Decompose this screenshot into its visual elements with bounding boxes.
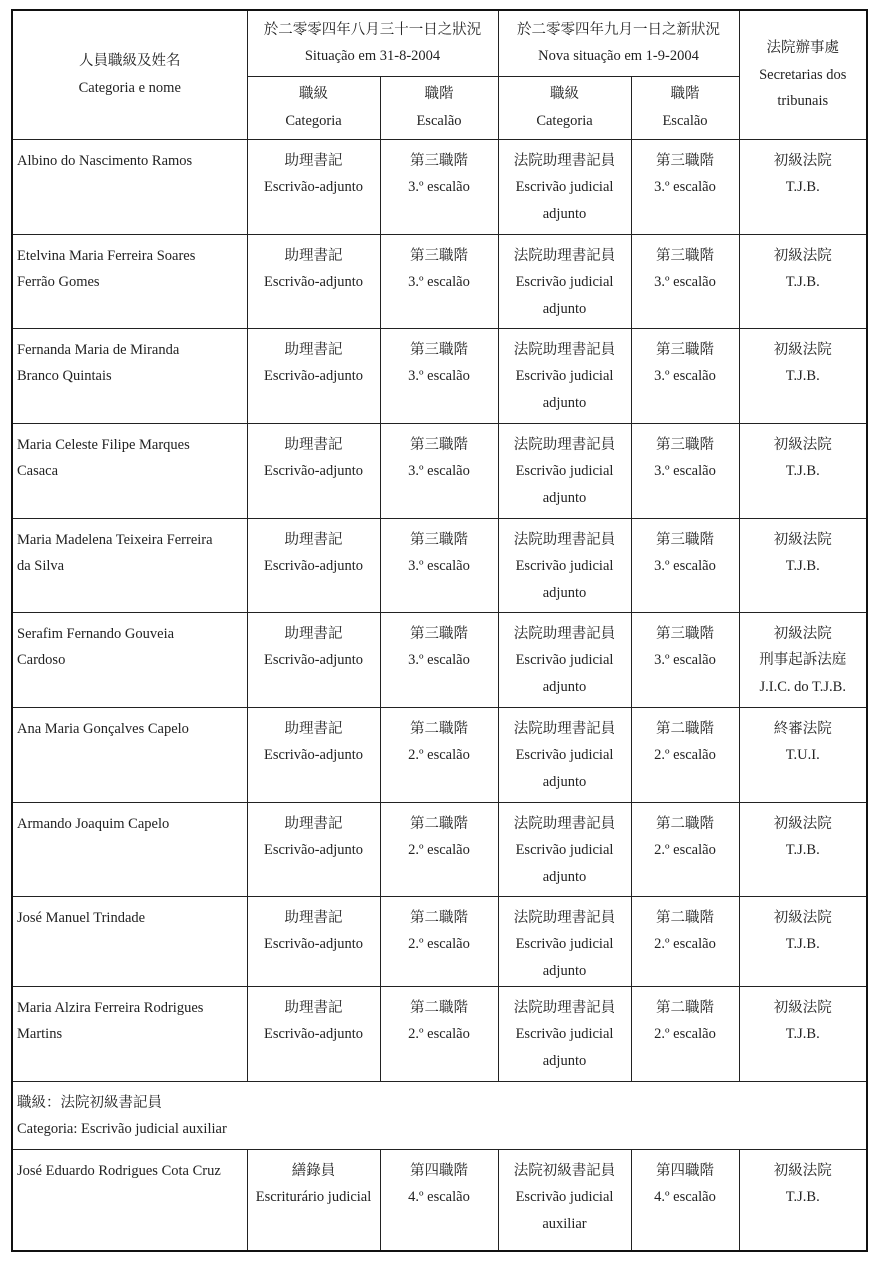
new-escalao-line-2: 3.º escalão — [654, 179, 716, 195]
staff-rows — [12, 139, 867, 1081]
new-categoria-line-3: adjunto — [542, 773, 587, 790]
court-line-2: T.J.B. — [785, 368, 820, 384]
staff-name — [12, 139, 247, 234]
new-escalao — [631, 139, 739, 234]
new-categoria — [498, 139, 631, 234]
staff-name-line-2: Casaca — [17, 463, 59, 479]
new-categoria-line-2: Escrivão judicial — [515, 368, 614, 384]
old-categoria-line-2: Escrivão-adjunto — [263, 936, 364, 952]
new-escalao-line-2: 3.º escalão — [654, 274, 716, 290]
old-escalao — [380, 802, 498, 896]
categoria-header-zh: 職級 — [299, 86, 328, 102]
old-escalao-line-2: 3.º escalão — [408, 179, 470, 195]
old-categoria — [247, 986, 380, 1081]
new-categoria — [498, 986, 631, 1081]
staff-name-line-2: da Silva — [17, 558, 65, 574]
court — [739, 328, 867, 423]
court — [739, 986, 867, 1081]
old-escalao-line-2: 3.º escalão — [408, 274, 470, 290]
new-escalao — [631, 707, 739, 802]
new-escalao-line-2: 2.º escalão — [654, 936, 716, 952]
new-categoria-line-2: Escrivão judicial — [515, 274, 614, 290]
new-categoria-line-2: Escrivão judicial — [515, 652, 614, 668]
old-escalao-line-1: 第二職階 — [410, 999, 468, 1016]
old-escalao-header — [380, 76, 498, 139]
staff-name — [12, 518, 247, 612]
old-categoria-line-2: Escrivão-adjunto — [263, 274, 364, 290]
name-column-header-zh: 人員職級及姓名 — [79, 53, 181, 70]
staff-name-line-1: José Eduardo Rodrigues Cota Cruz — [17, 1162, 221, 1179]
section-row — [12, 1081, 867, 1149]
staff-name-line-1: Albino do Nascimento Ramos — [17, 152, 193, 169]
new-categoria-line-2: Escrivão judicial — [515, 936, 614, 952]
court-line-2: T.J.B. — [785, 274, 820, 290]
old-situation-header — [247, 10, 498, 76]
new-escalao — [631, 518, 739, 612]
new-escalao-line-2: 4.º escalão — [654, 1189, 716, 1205]
new-categoria-line-1: 法院初級書記員 — [513, 1162, 616, 1179]
old-escalao-line-1: 第二職階 — [410, 815, 468, 832]
new-escalao — [631, 328, 739, 423]
old-categoria — [247, 707, 380, 802]
name-column-header — [12, 10, 247, 139]
new-categoria-line-2: Escrivão judicial — [515, 1026, 614, 1042]
new-categoria-line-1: 法院助理書記員 — [513, 999, 616, 1016]
escalao-header-zh: 職階 — [424, 86, 454, 102]
staff-situation-table — [11, 9, 868, 1252]
categoria-header-pt: Categoria — [285, 112, 342, 129]
new-escalao-line-1: 第二職階 — [656, 909, 714, 926]
new-situation-header-pt: Nova situação em 1-9-2004 — [538, 48, 699, 65]
old-categoria-line-1: 繕錄員 — [291, 1162, 336, 1179]
court — [739, 423, 867, 518]
table-row — [12, 986, 867, 1081]
new-categoria-line-1: 法院助理書記員 — [513, 815, 616, 832]
table-row — [12, 896, 867, 986]
new-categoria — [498, 234, 631, 328]
staff-name-line-2: Branco Quintais — [17, 368, 112, 384]
court-line-2: T.J.B. — [785, 558, 820, 574]
old-categoria-line-2: Escrivão-adjunto — [263, 368, 364, 384]
new-escalao-line-1: 第四職階 — [656, 1162, 714, 1179]
new-categoria-line-1: 法院助理書記員 — [513, 909, 616, 926]
new-escalao-line-1: 第三職階 — [656, 531, 714, 548]
categoria-header-zh: 職級 — [550, 86, 579, 102]
table-row — [12, 234, 867, 328]
new-escalao-line-2: 2.º escalão — [654, 747, 716, 763]
old-categoria-line-1: 助理書記 — [284, 436, 343, 453]
new-categoria-line-1: 法院助理書記員 — [513, 720, 616, 737]
old-categoria-line-2: Escrivão-adjunto — [263, 652, 364, 668]
old-escalao — [380, 986, 498, 1081]
court-line-2: T.J.B. — [785, 1026, 820, 1042]
court-line-2: T.U.I. — [785, 747, 820, 763]
document-table-container — [11, 9, 866, 1251]
table-row — [12, 707, 867, 802]
court-line-2: T.J.B. — [785, 1189, 820, 1205]
old-escalao — [380, 1149, 498, 1251]
old-categoria — [247, 328, 380, 423]
old-escalao-line-1: 第三職階 — [410, 341, 468, 358]
old-categoria-line-2: Escrivão-adjunto — [263, 463, 364, 479]
old-escalao — [380, 896, 498, 986]
new-escalao-line-1: 第二職階 — [656, 720, 714, 737]
escalao-header-pt: Escalão — [416, 112, 462, 129]
old-escalao — [380, 139, 498, 234]
court-line-1: 初級法院 — [773, 152, 832, 169]
new-categoria — [498, 707, 631, 802]
new-categoria-line-1: 法院助理書記員 — [513, 341, 616, 358]
header-row-1 — [12, 10, 867, 76]
new-escalao — [631, 612, 739, 707]
old-escalao-line-2: 3.º escalão — [408, 463, 470, 479]
court — [739, 707, 867, 802]
court — [739, 896, 867, 986]
staff-name — [12, 707, 247, 802]
court-line-2: 刑事起訴法庭 — [759, 652, 847, 668]
old-categoria — [247, 1149, 380, 1251]
new-categoria-line-1: 法院助理書記員 — [513, 625, 616, 642]
staff-name-line-1: Ana Maria Gonçalves Capelo — [17, 720, 189, 737]
old-escalao-line-1: 第三職階 — [410, 247, 468, 264]
new-categoria-line-1: 法院助理書記員 — [513, 531, 616, 548]
secretariat-header-pt-1: Secretarias dos — [759, 66, 847, 83]
new-categoria-line-3: adjunto — [542, 962, 587, 979]
old-escalao-line-1: 第三職階 — [410, 436, 468, 453]
new-categoria — [498, 328, 631, 423]
court-line-2: T.J.B. — [785, 463, 820, 479]
staff-name — [12, 802, 247, 896]
court-line-1: 初級法院 — [773, 625, 832, 642]
new-categoria-line-1: 法院助理書記員 — [513, 152, 616, 169]
court-line-3: J.I.C. do T.J.B. — [759, 678, 846, 695]
new-escalao — [631, 896, 739, 986]
old-situation-header-zh: 於二零零四年八月三十一日之狀況 — [263, 21, 482, 38]
new-categoria — [498, 896, 631, 986]
new-categoria-line-2: Escrivão judicial — [515, 747, 614, 763]
court-line-1: 終審法院 — [773, 720, 832, 737]
new-categoria-line-3: adjunto — [542, 394, 587, 411]
secretariat-header-zh: 法院辦事處 — [766, 40, 839, 56]
new-categoria-line-3: adjunto — [542, 489, 587, 506]
new-categoria-line-1: 法院助理書記員 — [513, 436, 616, 453]
court — [739, 139, 867, 234]
secretariat-column-header — [739, 10, 867, 139]
old-escalao-line-2: 2.º escalão — [408, 747, 470, 763]
new-escalao-line-2: 3.º escalão — [654, 368, 716, 384]
court — [739, 518, 867, 612]
new-categoria-line-3: adjunto — [542, 868, 587, 885]
old-escalao-line-1: 第三職階 — [410, 531, 468, 548]
court-line-1: 初級法院 — [773, 1162, 832, 1179]
table-row — [12, 612, 867, 707]
old-categoria — [247, 612, 380, 707]
new-categoria-line-2: Escrivão judicial — [515, 842, 614, 858]
court-line-2: T.J.B. — [785, 936, 820, 952]
staff-name — [12, 328, 247, 423]
old-escalao-line-1: 第三職階 — [410, 625, 468, 642]
old-categoria — [247, 139, 380, 234]
table-row — [12, 802, 867, 896]
staff-name-line-2: Cardoso — [17, 652, 66, 668]
last-staff-rows — [12, 1149, 867, 1251]
new-escalao-line-2: 2.º escalão — [654, 1026, 716, 1042]
old-situation-header-pt: Situação em 31-8-2004 — [304, 48, 441, 65]
staff-name — [12, 612, 247, 707]
new-categoria — [498, 802, 631, 896]
staff-name-line-1: Etelvina Maria Ferreira Soares — [17, 247, 196, 264]
court-line-1: 初級法院 — [773, 247, 832, 264]
old-escalao — [380, 234, 498, 328]
new-escalao — [631, 986, 739, 1081]
new-escalao-line-2: 3.º escalão — [654, 558, 716, 574]
new-escalao-line-1: 第三職階 — [656, 247, 714, 264]
new-escalao-header — [631, 76, 739, 139]
old-escalao-line-2: 4.º escalão — [408, 1189, 470, 1205]
table-row — [12, 1149, 867, 1251]
old-escalao — [380, 518, 498, 612]
new-categoria-line-3: auxiliar — [542, 1215, 587, 1232]
court-line-1: 初級法院 — [773, 909, 832, 926]
court-line-1: 初級法院 — [773, 341, 832, 358]
new-escalao-line-1: 第三職階 — [656, 152, 714, 169]
court-line-2: T.J.B. — [785, 179, 820, 195]
staff-name — [12, 986, 247, 1081]
new-categoria-line-1: 法院助理書記員 — [513, 247, 616, 264]
old-categoria-line-1: 助理書記 — [284, 152, 343, 169]
new-categoria-line-2: Escrivão judicial — [515, 179, 614, 195]
old-escalao-line-2: 2.º escalão — [408, 1026, 470, 1042]
staff-name-line-1: Maria Madelena Teixeira Ferreira — [17, 531, 213, 548]
staff-name-line-1: Serafim Fernando Gouveia — [17, 625, 175, 642]
new-escalao-line-1: 第三職階 — [656, 625, 714, 642]
old-categoria-line-1: 助理書記 — [284, 341, 343, 358]
old-escalao-line-2: 2.º escalão — [408, 842, 470, 858]
old-categoria-line-1: 助理書記 — [284, 247, 343, 264]
old-categoria — [247, 423, 380, 518]
old-escalao-line-2: 3.º escalão — [408, 652, 470, 668]
old-categoria-line-2: Escrivão-adjunto — [263, 179, 364, 195]
new-escalao-line-2: 3.º escalão — [654, 463, 716, 479]
old-escalao-line-2: 3.º escalão — [408, 368, 470, 384]
section-heading-zh: 職級：法院初級書記員 — [17, 1094, 162, 1111]
old-categoria-line-1: 助理書記 — [284, 720, 343, 737]
new-categoria — [498, 1149, 631, 1251]
old-escalao — [380, 328, 498, 423]
staff-name — [12, 1149, 247, 1251]
new-categoria — [498, 612, 631, 707]
new-categoria-line-3: adjunto — [542, 584, 587, 601]
court-line-1: 初級法院 — [773, 436, 832, 453]
new-escalao — [631, 802, 739, 896]
new-escalao — [631, 234, 739, 328]
old-escalao-line-1: 第四職階 — [410, 1162, 468, 1179]
new-categoria-line-3: adjunto — [542, 1052, 587, 1069]
old-escalao — [380, 612, 498, 707]
court — [739, 612, 867, 707]
old-categoria-line-1: 助理書記 — [284, 531, 343, 548]
staff-name — [12, 423, 247, 518]
table-row — [12, 423, 867, 518]
secretariat-header-pt-2: tribunais — [777, 93, 829, 109]
old-escalao-line-1: 第二職階 — [410, 909, 468, 926]
section-heading — [12, 1081, 867, 1149]
table-row — [12, 518, 867, 612]
new-escalao-line-1: 第三職階 — [656, 341, 714, 358]
table-row — [12, 139, 867, 234]
old-categoria — [247, 802, 380, 896]
old-categoria-line-2: Escrivão-adjunto — [263, 1026, 364, 1042]
new-escalao-line-1: 第三職階 — [656, 436, 714, 453]
old-categoria-line-1: 助理書記 — [284, 909, 343, 926]
old-escalao-line-1: 第三職階 — [410, 152, 468, 169]
categoria-header-pt: Categoria — [536, 112, 593, 129]
new-categoria-line-2: Escrivão judicial — [515, 1189, 614, 1205]
table-row — [12, 328, 867, 423]
section-heading-pt: Categoria: Escrivão judicial auxiliar — [17, 1121, 227, 1137]
court-line-1: 初級法院 — [773, 815, 832, 832]
old-categoria-line-1: 助理書記 — [284, 815, 343, 832]
old-categoria-line-2: Escrivão-adjunto — [263, 842, 364, 858]
new-situation-header-zh: 於二零零四年九月一日之新狀況 — [517, 21, 720, 38]
new-categoria-line-2: Escrivão judicial — [515, 558, 614, 574]
staff-name-line-1: José Manuel Trindade — [17, 909, 146, 926]
new-categoria-line-3: adjunto — [542, 205, 587, 222]
staff-name-line-1: Maria Celeste Filipe Marques — [17, 436, 190, 453]
staff-name-line-2: Martins — [17, 1026, 63, 1042]
court — [739, 234, 867, 328]
old-categoria-header — [247, 76, 380, 139]
new-situation-header — [498, 10, 739, 76]
new-categoria — [498, 423, 631, 518]
old-escalao-line-1: 第二職階 — [410, 720, 468, 737]
staff-name-line-1: Fernanda Maria de Miranda — [17, 341, 180, 358]
court-line-1: 初級法院 — [773, 999, 832, 1016]
new-categoria-line-3: adjunto — [542, 678, 587, 695]
court — [739, 802, 867, 896]
escalao-header-pt: Escalão — [662, 112, 708, 129]
new-categoria-header — [498, 76, 631, 139]
new-categoria-line-2: Escrivão judicial — [515, 463, 614, 479]
old-escalao-line-2: 3.º escalão — [408, 558, 470, 574]
old-categoria — [247, 518, 380, 612]
staff-name-line-1: Maria Alzira Ferreira Rodrigues — [17, 999, 204, 1016]
court — [739, 1149, 867, 1251]
old-categoria — [247, 896, 380, 986]
old-escalao — [380, 707, 498, 802]
staff-name-line-2: Ferrão Gomes — [17, 274, 100, 290]
old-escalao-line-2: 2.º escalão — [408, 936, 470, 952]
new-escalao — [631, 423, 739, 518]
new-escalao-line-1: 第二職階 — [656, 999, 714, 1016]
new-escalao — [631, 1149, 739, 1251]
court-line-2: T.J.B. — [785, 842, 820, 858]
escalao-header-zh: 職階 — [670, 86, 700, 102]
new-categoria — [498, 518, 631, 612]
new-escalao-line-1: 第二職階 — [656, 815, 714, 832]
staff-name — [12, 896, 247, 986]
new-escalao-line-2: 2.º escalão — [654, 842, 716, 858]
old-escalao — [380, 423, 498, 518]
staff-name-line-1: Armando Joaquim Capelo — [17, 815, 170, 832]
staff-name — [12, 234, 247, 328]
old-categoria-line-1: 助理書記 — [284, 999, 343, 1016]
old-categoria-line-2: Escrivão-adjunto — [263, 558, 364, 574]
old-categoria-line-1: 助理書記 — [284, 625, 343, 642]
old-categoria-line-2: Escrivão-adjunto — [263, 747, 364, 763]
name-column-header-pt: Categoria e nome — [78, 79, 181, 96]
new-categoria-line-3: adjunto — [542, 300, 587, 317]
old-categoria-line-2: Escriturário judicial — [255, 1189, 372, 1205]
new-escalao-line-2: 3.º escalão — [654, 652, 716, 668]
court-line-1: 初級法院 — [773, 531, 832, 548]
old-categoria — [247, 234, 380, 328]
